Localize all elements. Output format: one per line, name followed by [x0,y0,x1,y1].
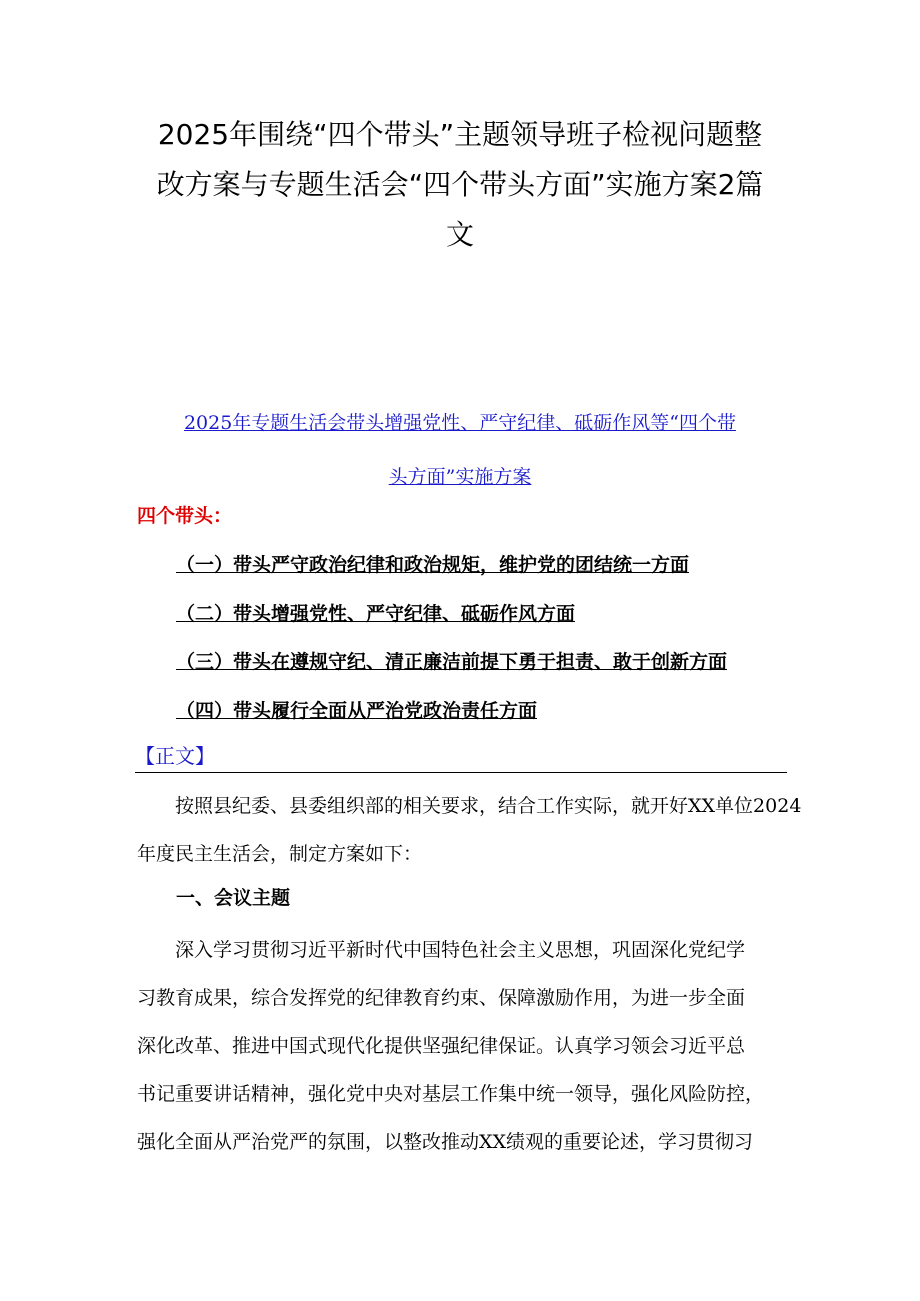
plan-title-line[interactable]: 头方面”实施方案 [388,466,532,488]
head-item-2[interactable]: （二）带头增强党性、严守纪律、砥砺作风方面 [176,603,576,625]
paragraph-line: 按照县纪委、县委组织部的相关要求，结合工作实际，就开好XX单位2024 [137,795,802,817]
plan-title-line[interactable]: 2025年专题生活会带头增强党性、严守纪律、砥砺作风等“四个带 [183,412,737,434]
plan-title-link[interactable] [140,396,780,504]
four-heads-label: 四个带头： [137,505,233,527]
body-label: 【正文】 [135,744,215,768]
paragraph-line: 书记重要讲话精神，强化党中央对基层工作集中统一领导，强化风险防控， [137,1083,765,1105]
paragraph-line: 强化全面从严治党严的氛围，以整改推动XX绩观的重要论述，学习贯彻习 [137,1131,754,1153]
document-title-line: 2025年围绕“四个带头”主题领导班子检视问题整 [157,118,763,151]
theme-paragraph [137,926,792,1166]
intro-paragraph [137,782,802,878]
head-item-1[interactable]: （一）带头严守政治纪律和政治规矩，维护党的团结统一方面 [176,554,690,576]
head-item-3[interactable]: （三）带头在遵规守纪、清正廉洁前提下勇于担责、敢于创新方面 [176,651,728,673]
paragraph-line: 深化改革、推进中国式现代化提供坚强纪律保证。认真学习领会习近平总 [137,1035,746,1057]
paragraph-line: 习教育成果，综合发挥党的纪律教育约束、保障激励作用，为进一步全面 [137,987,746,1009]
document-title [120,110,800,260]
section-heading-theme: 一、会议主题 [176,887,291,909]
head-item-4[interactable]: （四）带头履行全面从严治党政治责任方面 [176,700,538,722]
section-divider [135,772,787,773]
document-title-line: 改方案与专题生活会“四个带头方面”实施方案2篇 [156,168,764,201]
paragraph-line: 年度民主生活会，制定方案如下： [137,843,423,865]
document-title-line: 文 [445,218,474,251]
paragraph-line: 深入学习贯彻习近平新时代中国特色社会主义思想，巩固深化党纪学 [137,939,746,961]
